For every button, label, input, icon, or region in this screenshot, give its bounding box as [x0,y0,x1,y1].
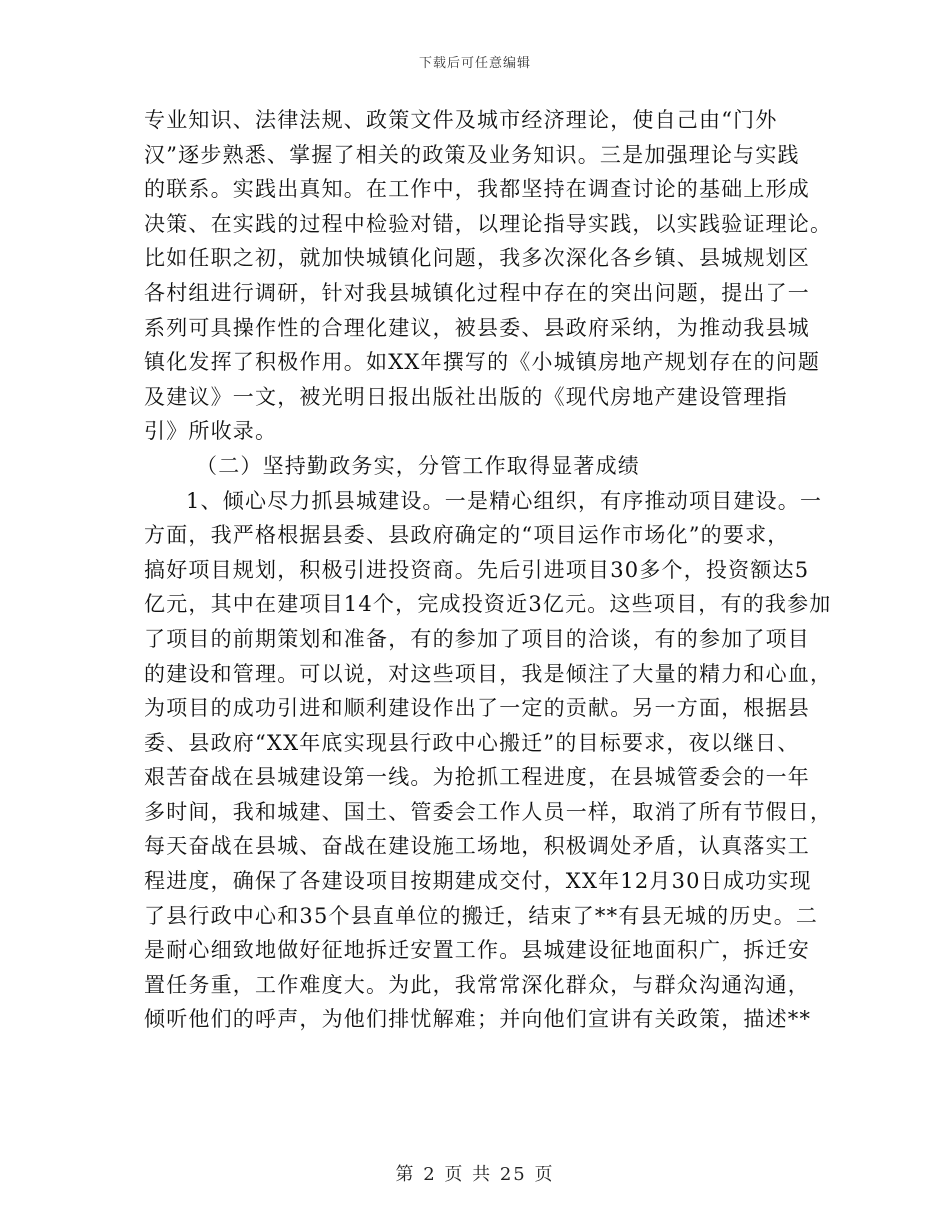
text-line: 了县行政中心和35个县直单位的搬迁，结束了**有县无城的历史。二 [144,903,819,928]
text-line: 了项目的前期策划和准备，有的参加了项目的洽谈，有的参加了项目 [144,626,810,651]
text-line: 的联系。实践出真知。在工作中，我都坚持在调查讨论的基础上形成 [144,177,810,202]
text-line: 搞好项目规划，积极引进投资商。先后引进项目30多个，投资额达5 [144,557,810,582]
text-line: 汉”逐步熟悉、掌握了相关的政策及业务知识。三是加强理论与实践 [144,142,800,167]
text-line: 决策、在实践的过程中检验对错，以理论指导实践，以实践验证理论。 [144,211,833,236]
document-body [144,103,834,1037]
text-line: 各村组进行调研，针对我县城镇化过程中存在的突出问题，提出了一 [144,280,810,305]
text-line: 1、倾心尽力抓县城建设。一是精心组织，有序推动项目建设。一 [186,488,823,513]
text-line: 亿元，其中在建项目14个，完成投资近3亿元。这些项目，有的我参加 [144,592,832,617]
text-line: 为项目的成功引进和顺利建设作出了一定的贡献。另一方面，根据县 [144,696,810,721]
text-line: 专业知识、法律法规、政策文件及城市经济理论，使自己由“门外 [144,108,778,132]
text-line: 是耐心细致地做好征地拆迁安置工作。县城建设征地面积广，拆迁安 [144,938,810,963]
text-line: 每天奋战在县城、奋战在建设施工场地，积极调处矛盾，认真落实工 [144,834,810,859]
text-line: 方面，我严格根据县委、县政府确定的“项目运作市场化”的要求， [144,523,790,548]
text-line: 委、县政府“XX年底实现县行政中心搬迁”的目标要求，夜以继日、 [144,730,800,755]
text-line: 及建议》一文，被光明日报出版社出版的《现代房地产建设管理指 [144,384,788,409]
text-line: 多时间，我和城建、国土、管委会工作人员一样，取消了所有节假日， [144,799,833,824]
text-line: 置任务重，工作难度大。为此，我常常深化群众，与群众沟通沟通， [144,972,810,997]
text-line: 比如任职之初，就加快城镇化问题，我多次深化各乡镇、县城规划区 [144,246,810,271]
page-header: 下载后可任意编辑 [418,56,531,71]
section-heading: （二）坚持勤政务实，分管工作取得显著成绩 [196,453,640,478]
text-line: 程进度，确保了各建设项目按期建成交付，XX年12月30日成功实现 [144,869,812,894]
text-line: 镇化发挥了积极作用。如XX年撰写的《小城镇房地产规划存在的问题 [144,350,821,375]
text-line: 的建设和管理。可以说，对这些项目，我是倾注了大量的精力和心血， [144,661,833,686]
text-line: 倾听他们的呼声，为他们排忧解难；并向他们宣讲有关政策，描述** [144,1007,812,1032]
text-line: 系列可具操作性的合理化建议，被县委、县政府采纳，为推动我县城 [144,315,810,340]
text-line: 艰苦奋战在县城建设第一线。为抢抓工程进度，在县城管委会的一年 [144,765,810,790]
page-number-footer: 第 2 页 共 25 页 [395,1164,555,1185]
text-line: 引》所收录。 [144,419,278,444]
